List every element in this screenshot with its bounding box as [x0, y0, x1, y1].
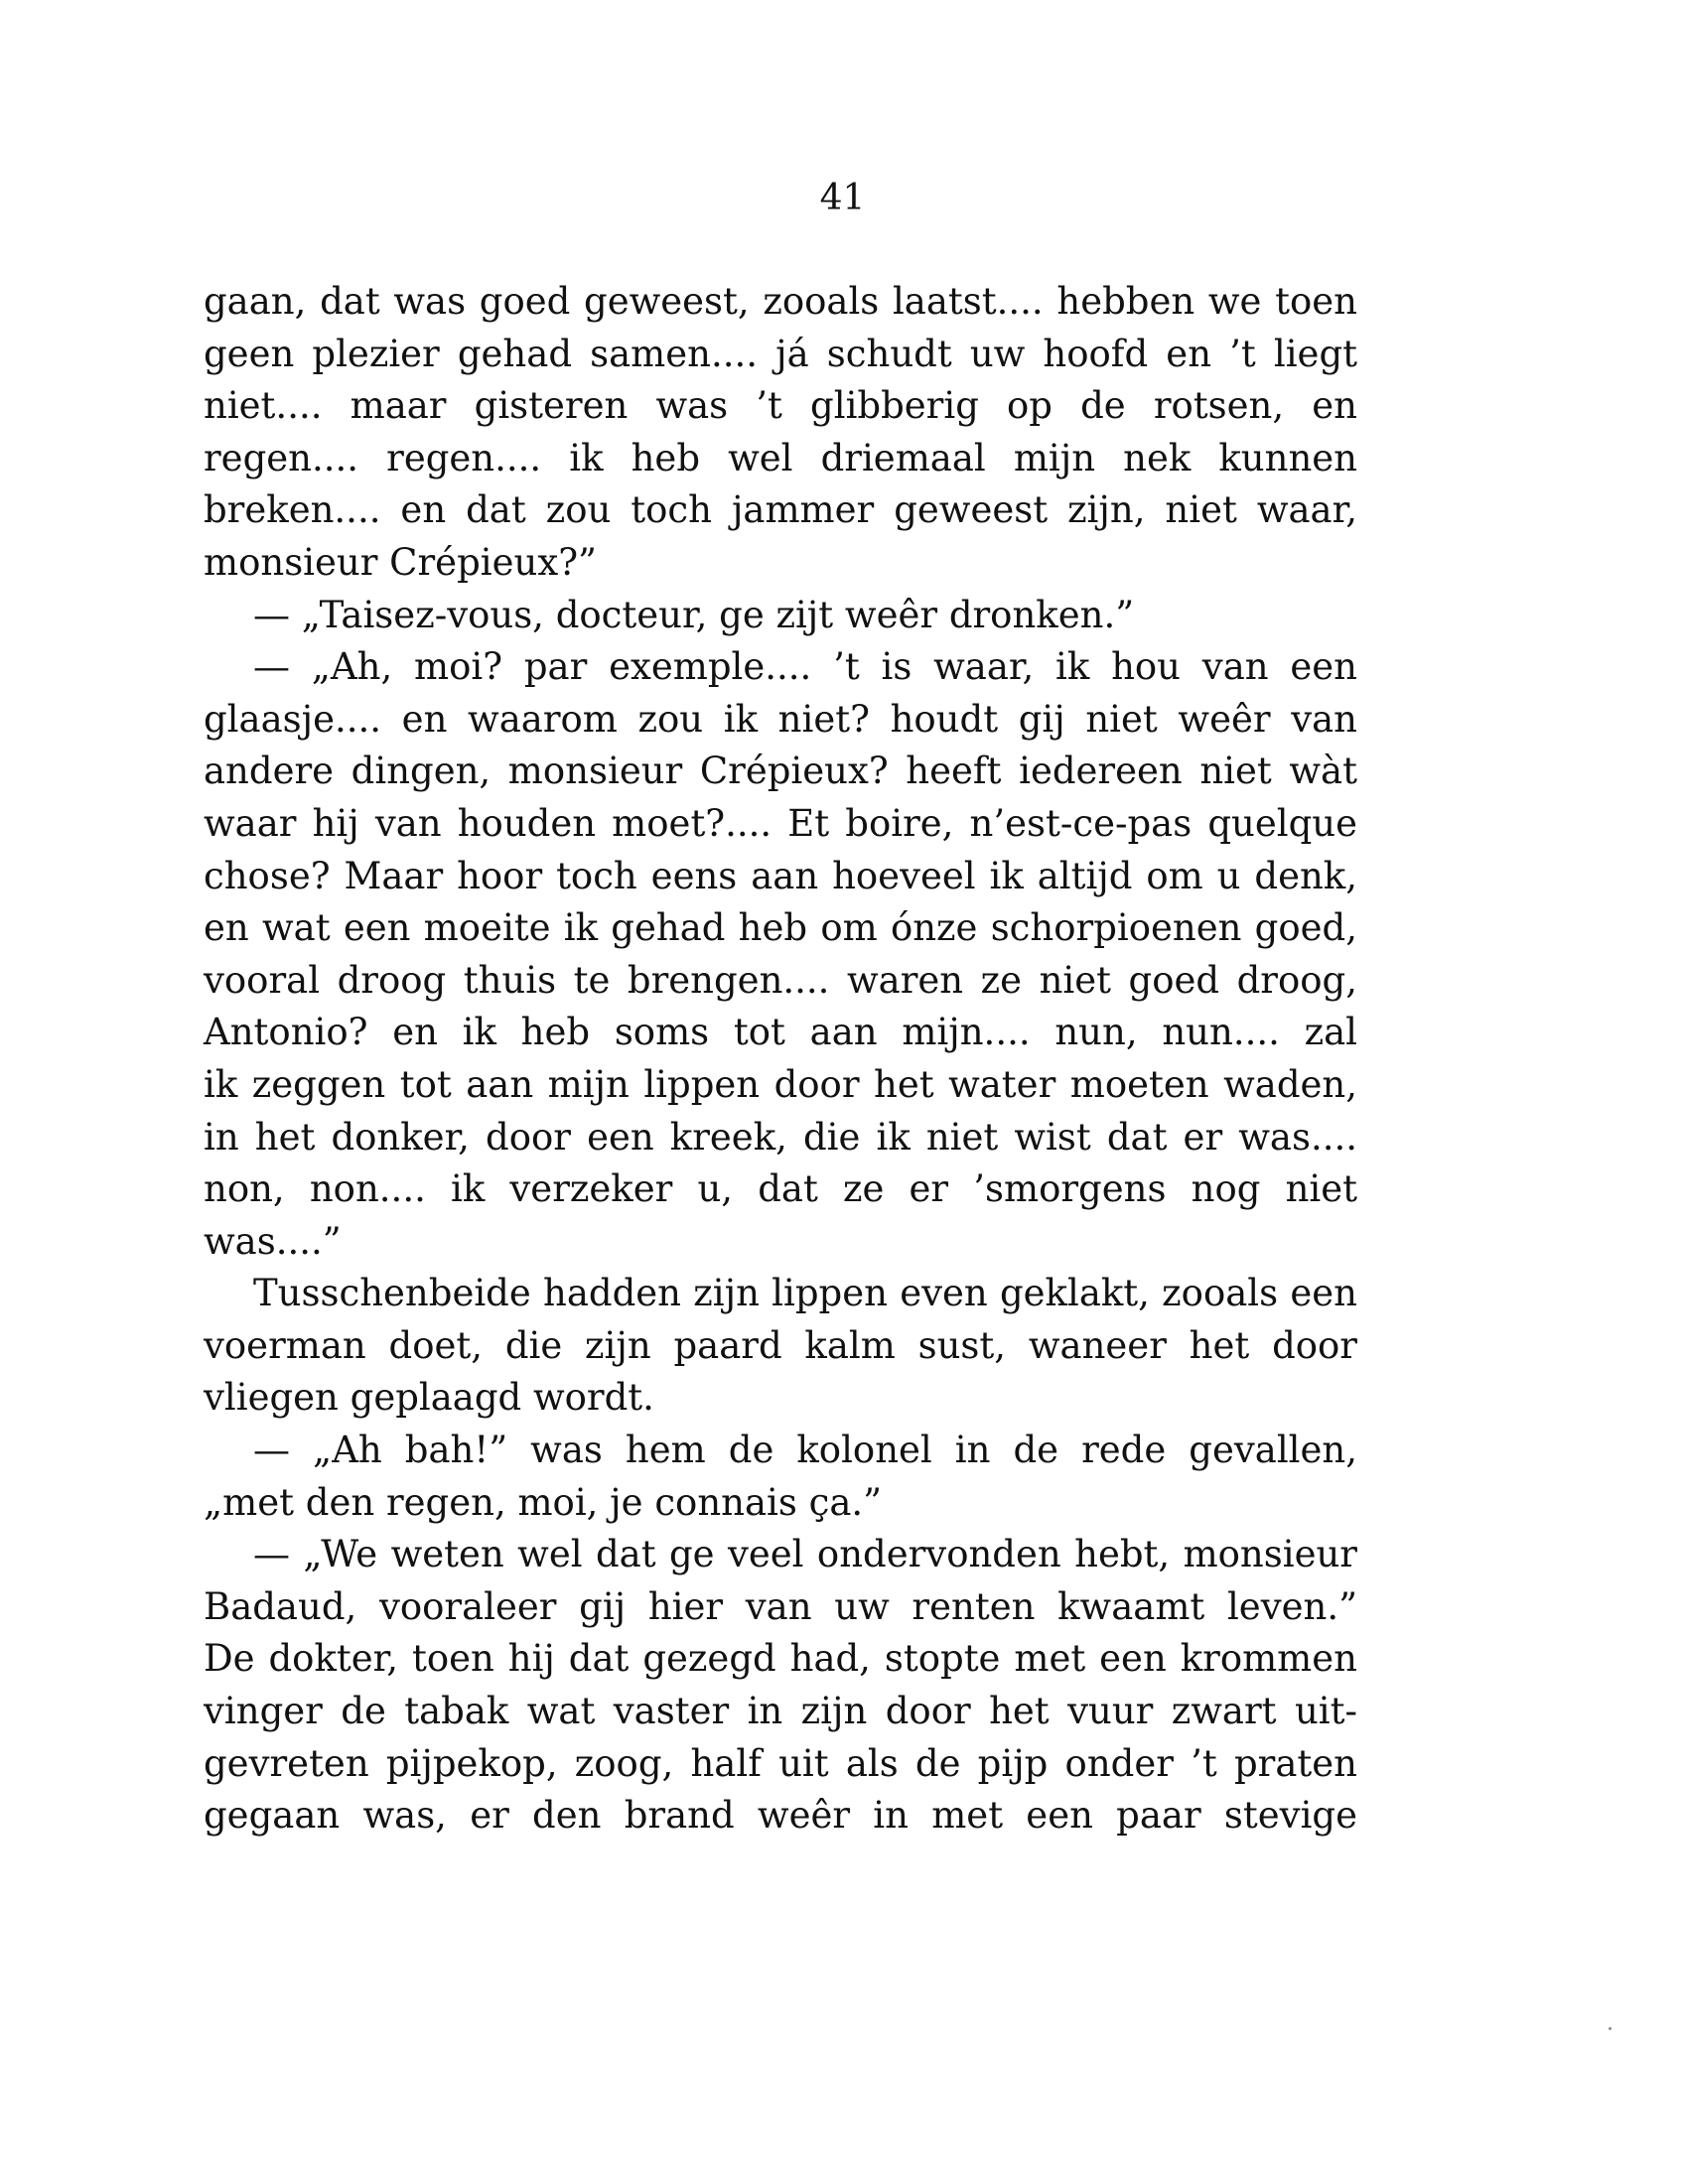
text-line: was....” [204, 1219, 342, 1263]
scan-speck [1609, 2027, 1612, 2030]
text-line: waar hij van houden moet?.... Et boire, n’est-ce-pas quelque [204, 801, 1357, 845]
text-line: monsieur Crépieux?” [204, 540, 597, 584]
text-line: Antonio? en ik heb soms tot aan mijn.... nun, nun.... zal [204, 1011, 1357, 1054]
text-line: vliegen geplaagd wordt. [204, 1376, 654, 1420]
text-line: gevreten pijpekop, zoog, half uit als de pijp onder ’t praten [204, 1741, 1357, 1785]
text-line: regen.... regen.... ik heb wel driemaal mijn nek kunnen [204, 436, 1357, 479]
text-line: Tusschenbeide hadden zijn lippen even geklakt, zooals een [253, 1272, 1357, 1315]
text-line: niet.... maar gisteren was ’t glibberig op de rotsen, en [204, 384, 1357, 428]
body-text [204, 276, 1357, 1843]
text-line: Badaud, vooraleer gij hier van uw renten kwaamt leven.” [204, 1584, 1357, 1628]
text-line: „met den regen, moi, je connais ça.” [204, 1480, 883, 1524]
text-line: chose? Maar hoor toch eens aan hoeveel ik altijd om u denk, [204, 854, 1357, 897]
text-line: — „We weten wel dat ge veel ondervonden hebt, monsieur [253, 1533, 1357, 1576]
text-line: gegaan was, er den brand weêr in met een paar stevige [204, 1794, 1357, 1838]
text-line: andere dingen, monsieur Crépieux? heeft iedereen niet wàt [204, 750, 1357, 793]
text-line: gaan, dat was goed geweest, zooals laatst.... hebben we toen [204, 280, 1357, 323]
text-line: en wat een moeite ik gehad heb om ónze schorpioenen goed, [204, 906, 1357, 950]
text-line: breken.... en dat zou toch jammer geweest zijn, niet waar, [204, 488, 1357, 532]
text-line: — „Ah bah!” was hem de kolonel in de rede gevallen, [253, 1429, 1357, 1472]
text-line: — „Taisez-vous, docteur, ge zijt weêr dronken.” [253, 593, 1135, 636]
page-number: 41 [819, 178, 866, 218]
text-line: glaasje.... en waarom zou ik niet? houdt gij niet weêr van [204, 697, 1357, 741]
text-line: geen plezier gehad samen.... já schudt uw hoofd en ’t liegt [204, 332, 1357, 375]
text-line: non, non.... ik verzeker u, dat ze er ’smorgens nog niet [204, 1167, 1357, 1211]
text-line: vooral droog thuis te brengen.... waren ze niet goed droog, [204, 958, 1357, 1002]
text-line: — „Ah, moi? par exemple.... ’t is waar, ik hou van een [253, 645, 1357, 689]
text-line: De dokter, toen hij dat gezegd had, stopte met een krommen [204, 1637, 1357, 1681]
text-line: vinger de tabak wat vaster in zijn door het vuur zwart uit- [204, 1690, 1357, 1733]
text-line: voerman doet, die zijn paard kalm sust, waneer het door [204, 1323, 1357, 1367]
text-line: in het donker, door een kreek, die ik niet wist dat er was.... [204, 1115, 1357, 1159]
text-line: ik zeggen tot aan mijn lippen door het water moeten waden, [204, 1062, 1357, 1106]
